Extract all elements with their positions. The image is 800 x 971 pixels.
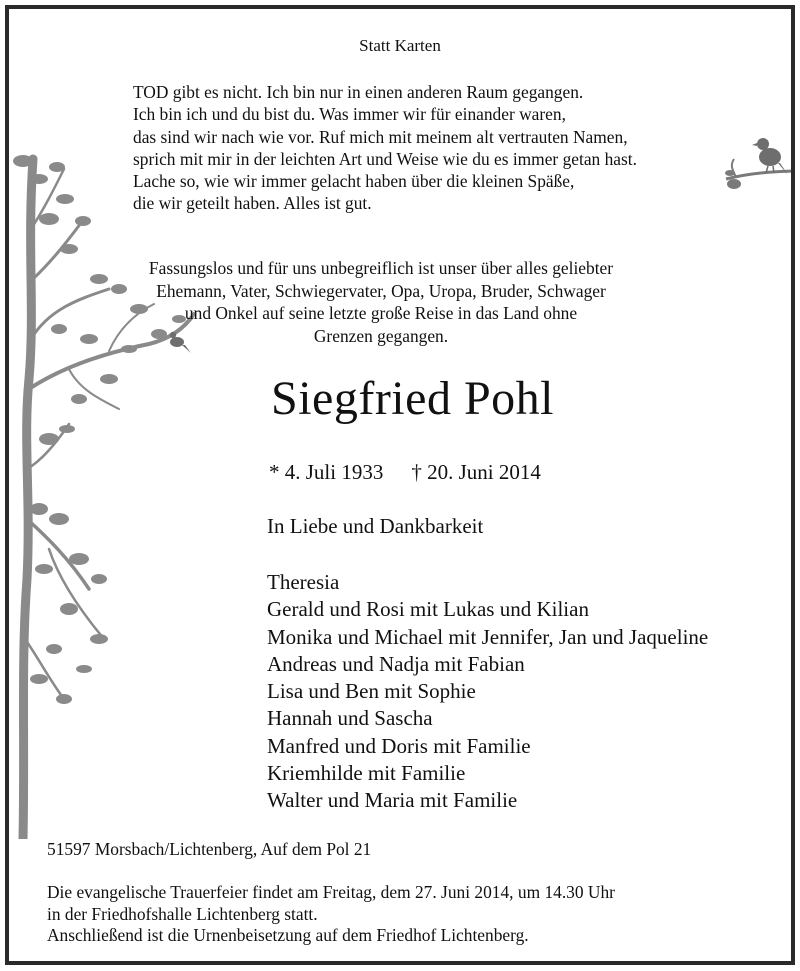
- address: 51597 Morsbach/Lichtenberg, Auf dem Pol 21: [47, 839, 372, 859]
- bird-on-branch-icon: [722, 129, 795, 199]
- mourner: Lisa und Ben mit Sophie: [267, 679, 476, 704]
- poem-line: Lache so, wie wir immer gelacht haben über die kleinen Späße,: [133, 171, 575, 192]
- service-line: Die evangelische Trauerfeier findet am Freitag, dem 27. Juni 2014, um 14.30 Uhr: [47, 882, 615, 902]
- life-dates: [269, 460, 541, 485]
- poem: [133, 81, 637, 215]
- birth-date: * 4. Juli 1933: [269, 460, 384, 484]
- mourner: Walter und Maria mit Familie: [267, 788, 518, 813]
- header-statt-karten: Statt Karten: [359, 36, 441, 55]
- poem-line: die wir geteilt haben. Alles ist gut.: [133, 193, 372, 214]
- service-line: in der Friedhofshalle Lichtenberg statt.: [47, 903, 318, 924]
- poem-line: TOD gibt es nicht. Ich bin nur in einen anderen Raum gegangen.: [133, 82, 584, 102]
- poem-line: das sind wir nach wie vor. Ruf mich mit meinem alt vertrauten Namen,: [133, 126, 628, 147]
- mourner: Hannah und Sascha: [267, 706, 433, 731]
- announcement-line: Fassungslos und für uns unbegreiflich ist unser über alles geliebter: [148, 258, 614, 278]
- announcement-line: Ehemann, Vater, Schwiegervater, Opa, Uropa, Bruder, Schwager: [156, 280, 606, 301]
- announcement: [101, 257, 661, 347]
- poem-line: Ich bin ich und du bist du. Was immer wir für einander waren,: [133, 104, 566, 125]
- death-date: † 20. Juni 2014: [411, 460, 541, 484]
- mourner: Manfred und Doris mit Familie: [267, 733, 531, 758]
- announcement-line: und Onkel auf seine letzte große Reise in das Land ohne: [184, 303, 578, 323]
- tree-illustration: [9, 139, 209, 839]
- mourners-list: [267, 569, 708, 815]
- mourner: Gerald und Rosi mit Lukas und Kilian: [267, 597, 589, 622]
- poem-line: sprich mit mir in der leichten Art und Weise wie du es immer getan hast.: [133, 148, 637, 169]
- mourner: Monika und Michael mit Jennifer, Jan und Jaqueline: [267, 624, 709, 649]
- deceased-name: Siegfried Pohl: [271, 372, 554, 425]
- mourner: Kriemhilde mit Familie: [267, 761, 466, 786]
- service-line: Anschließend ist die Urnenbeisetzung auf dem Friedhof Lichtenberg.: [47, 925, 529, 945]
- obituary-card: [5, 5, 795, 965]
- service-info: [47, 882, 615, 947]
- dedication: In Liebe und Dankbarkeit: [267, 514, 484, 538]
- mourner: Theresia: [267, 570, 340, 594]
- mourner: Andreas und Nadja mit Fabian: [267, 651, 525, 676]
- announcement-line: Grenzen gegangen.: [313, 325, 449, 346]
